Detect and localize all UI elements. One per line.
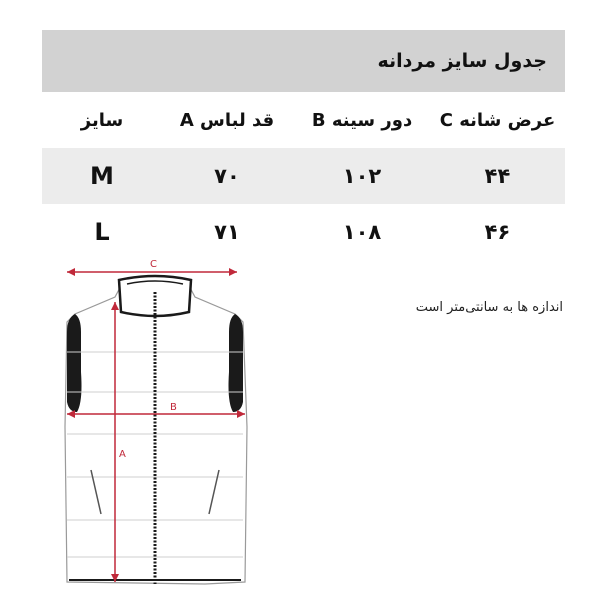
label-b: B (170, 402, 177, 413)
vest-illustration (55, 252, 255, 592)
cell-shoulder-width: ۴۶ (484, 220, 511, 244)
cell-length: ۷۱ (214, 220, 240, 244)
cell-size: L (94, 218, 110, 246)
cell-length: ۷۰ (214, 164, 240, 188)
header-size: سایز (80, 109, 124, 131)
cell-size: M (90, 162, 114, 190)
cell-shoulder-width: ۴۴ (484, 164, 511, 188)
units-note: اندازه ها به سانتی‌متر است (415, 300, 563, 315)
cell-chest: ۱۰۸ (342, 220, 382, 244)
title-bar (42, 30, 565, 92)
arrow-c-right (229, 268, 237, 276)
header-shoulder-width: C عرض شانه (439, 109, 556, 131)
right-armhole-trim (229, 314, 244, 412)
label-c: C (150, 259, 157, 270)
left-armhole-trim (67, 314, 82, 412)
header-length: A قد لباس (179, 109, 275, 131)
arrow-c-left (67, 268, 75, 276)
size-table (42, 92, 565, 260)
page-title: جدول سایز مردانه (377, 50, 547, 72)
cell-chest: ۱۰۲ (342, 164, 382, 188)
header-chest: B دور سینه (311, 109, 413, 131)
table-header-row (42, 92, 565, 148)
vest-diagram (55, 252, 255, 592)
table-row (42, 148, 565, 204)
label-a: A (119, 449, 126, 460)
